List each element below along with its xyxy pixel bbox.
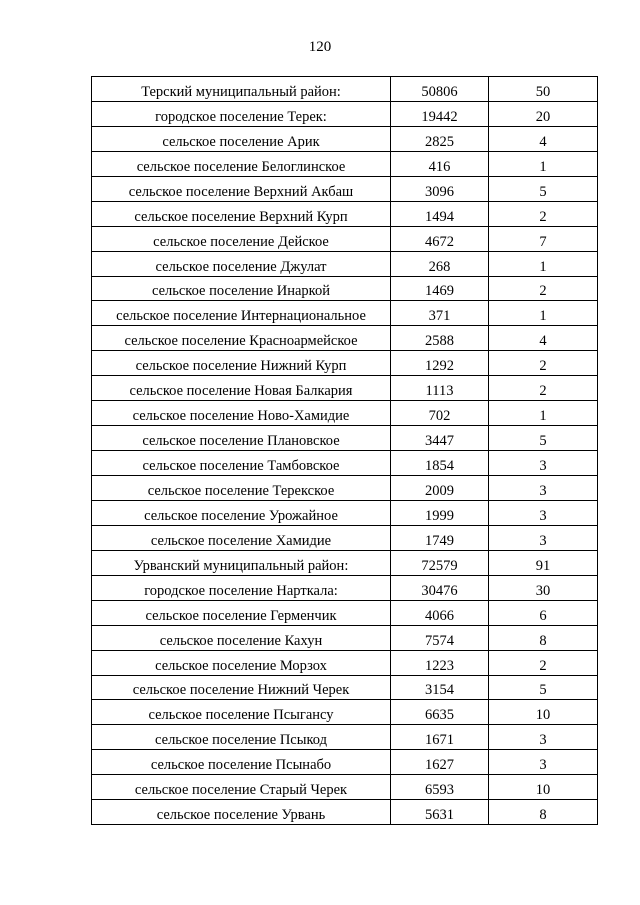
count-cell: 50 — [489, 77, 598, 102]
table-row — [92, 775, 598, 800]
population-cell: 50806 — [391, 77, 489, 102]
settlement-name-cell: сельское поселение Инаркой — [92, 276, 391, 301]
table-row — [92, 451, 598, 476]
table-row — [92, 476, 598, 501]
settlement-name-cell: сельское поселение Кахун — [92, 625, 391, 650]
population-cell: 1627 — [391, 750, 489, 775]
table-row — [92, 525, 598, 550]
settlement-name-cell: городское поселение Нарткала: — [92, 575, 391, 600]
table-row — [92, 650, 598, 675]
settlement-name-cell: сельское поселение Урожайное — [92, 500, 391, 525]
population-cell: 6593 — [391, 775, 489, 800]
count-cell: 30 — [489, 575, 598, 600]
count-cell: 5 — [489, 675, 598, 700]
population-cell: 2825 — [391, 126, 489, 151]
population-cell: 3154 — [391, 675, 489, 700]
count-cell: 3 — [489, 750, 598, 775]
population-cell: 268 — [391, 251, 489, 276]
count-cell: 5 — [489, 176, 598, 201]
count-cell: 2 — [489, 276, 598, 301]
population-cell: 2588 — [391, 326, 489, 351]
settlement-name-cell: городское поселение Терек: — [92, 101, 391, 126]
count-cell: 8 — [489, 625, 598, 650]
table-row — [92, 800, 598, 825]
settlement-name-cell: сельское поселение Верхний Курп — [92, 201, 391, 226]
count-cell: 2 — [489, 376, 598, 401]
table-row — [92, 226, 598, 251]
page-number: 120 — [308, 39, 332, 55]
settlement-name-cell: сельское поселение Терекское — [92, 476, 391, 501]
table-row — [92, 376, 598, 401]
settlement-name-cell: сельское поселение Дейское — [92, 226, 391, 251]
population-cell: 4672 — [391, 226, 489, 251]
settlement-name-cell: сельское поселение Верхний Акбаш — [92, 176, 391, 201]
population-cell: 5631 — [391, 800, 489, 825]
table-body — [92, 77, 598, 825]
table-row — [92, 301, 598, 326]
table-row — [92, 351, 598, 376]
settlement-name-cell: сельское поселение Красноармейское — [92, 326, 391, 351]
table-row — [92, 201, 598, 226]
population-cell: 1854 — [391, 451, 489, 476]
population-cell: 371 — [391, 301, 489, 326]
settlement-name-cell: сельское поселение Нижний Курп — [92, 351, 391, 376]
table-row — [92, 326, 598, 351]
count-cell: 5 — [489, 426, 598, 451]
count-cell: 4 — [489, 326, 598, 351]
population-cell: 1749 — [391, 525, 489, 550]
table-row — [92, 550, 598, 575]
settlement-name-cell: сельское поселение Псыгансу — [92, 700, 391, 725]
population-cell: 30476 — [391, 575, 489, 600]
count-cell: 1 — [489, 301, 598, 326]
table-row — [92, 725, 598, 750]
table-row — [92, 251, 598, 276]
settlement-name-cell: сельское поселение Псынабо — [92, 750, 391, 775]
population-cell: 1223 — [391, 650, 489, 675]
population-cell: 1671 — [391, 725, 489, 750]
count-cell: 2 — [489, 201, 598, 226]
table-row — [92, 575, 598, 600]
count-cell: 1 — [489, 401, 598, 426]
settlement-name-cell: сельское поселение Морзох — [92, 650, 391, 675]
settlements-table — [91, 76, 598, 825]
population-cell: 3096 — [391, 176, 489, 201]
population-cell: 1999 — [391, 500, 489, 525]
settlement-name-cell: сельское поселение Тамбовское — [92, 451, 391, 476]
settlement-name-cell: сельское поселение Новая Балкария — [92, 376, 391, 401]
table-row — [92, 101, 598, 126]
settlement-name-cell: сельское поселение Арик — [92, 126, 391, 151]
population-cell: 4066 — [391, 600, 489, 625]
table-row — [92, 276, 598, 301]
count-cell: 3 — [489, 525, 598, 550]
count-cell: 20 — [489, 101, 598, 126]
settlement-name-cell: сельское поселение Нижний Черек — [92, 675, 391, 700]
settlement-name-cell: сельское поселение Плановское — [92, 426, 391, 451]
table-row — [92, 126, 598, 151]
population-cell: 1292 — [391, 351, 489, 376]
settlement-name-cell: сельское поселение Джулат — [92, 251, 391, 276]
population-cell: 6635 — [391, 700, 489, 725]
count-cell: 3 — [489, 451, 598, 476]
population-cell: 2009 — [391, 476, 489, 501]
count-cell: 1 — [489, 251, 598, 276]
count-cell: 3 — [489, 500, 598, 525]
settlement-name-cell: сельское поселение Герменчик — [92, 600, 391, 625]
population-cell: 1469 — [391, 276, 489, 301]
table-row — [92, 77, 598, 102]
table-row — [92, 750, 598, 775]
settlement-name-cell: Терский муниципальный район: — [92, 77, 391, 102]
count-cell: 1 — [489, 151, 598, 176]
table-row — [92, 600, 598, 625]
population-cell: 72579 — [391, 550, 489, 575]
settlement-name-cell: сельское поселение Урвань — [92, 800, 391, 825]
population-cell: 3447 — [391, 426, 489, 451]
population-cell: 19442 — [391, 101, 489, 126]
table-row — [92, 151, 598, 176]
settlement-name-cell: сельское поселение Ново-Хамидие — [92, 401, 391, 426]
settlement-name-cell: сельское поселение Псыкод — [92, 725, 391, 750]
table-row — [92, 625, 598, 650]
count-cell: 2 — [489, 650, 598, 675]
count-cell: 4 — [489, 126, 598, 151]
table-row — [92, 426, 598, 451]
count-cell: 10 — [489, 775, 598, 800]
settlement-name-cell: сельское поселение Старый Черек — [92, 775, 391, 800]
count-cell: 6 — [489, 600, 598, 625]
settlement-name-cell: сельское поселение Хамидие — [92, 525, 391, 550]
count-cell: 91 — [489, 550, 598, 575]
settlement-name-cell: сельское поселение Белоглинское — [92, 151, 391, 176]
table-row — [92, 675, 598, 700]
count-cell: 2 — [489, 351, 598, 376]
population-cell: 1494 — [391, 201, 489, 226]
count-cell: 7 — [489, 226, 598, 251]
population-cell: 702 — [391, 401, 489, 426]
population-cell: 1113 — [391, 376, 489, 401]
population-cell: 7574 — [391, 625, 489, 650]
table-row — [92, 176, 598, 201]
count-cell: 10 — [489, 700, 598, 725]
count-cell: 3 — [489, 725, 598, 750]
population-cell: 416 — [391, 151, 489, 176]
count-cell: 3 — [489, 476, 598, 501]
table-row — [92, 401, 598, 426]
settlement-name-cell: сельское поселение Интернациональное — [92, 301, 391, 326]
settlement-name-cell: Урванский муниципальный район: — [92, 550, 391, 575]
table-row — [92, 500, 598, 525]
count-cell: 8 — [489, 800, 598, 825]
table-row — [92, 700, 598, 725]
